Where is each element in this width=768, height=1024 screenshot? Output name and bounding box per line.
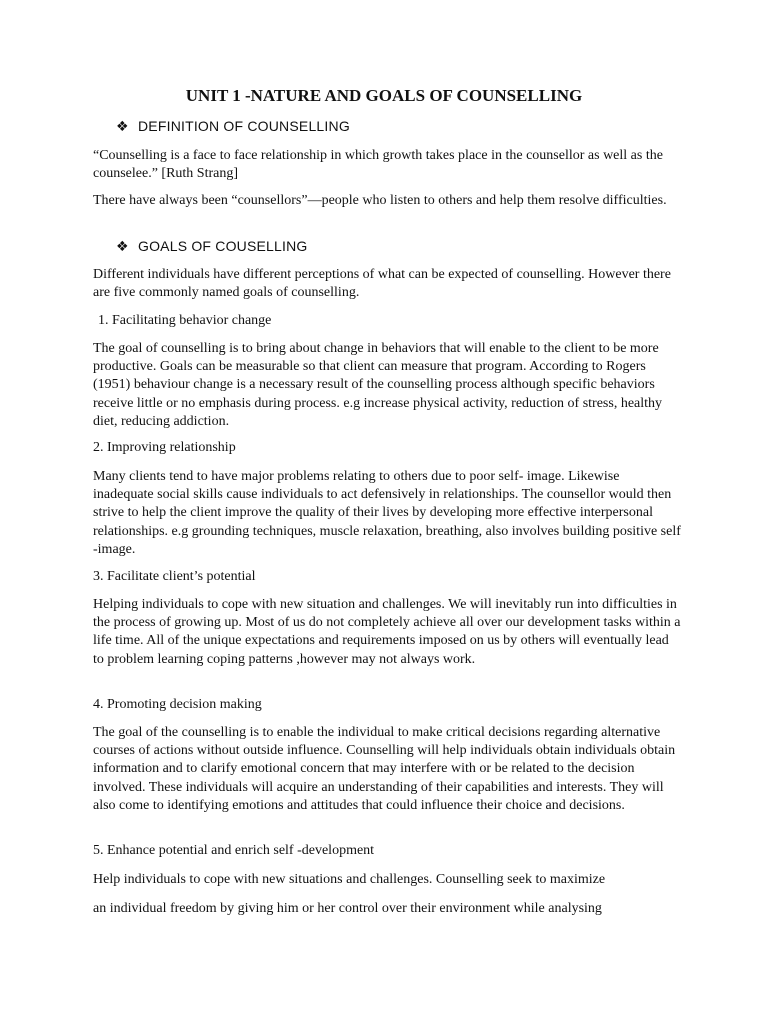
goals-heading-text: GOALS OF COUSELLING (138, 238, 308, 254)
diamond-bullet-icon: ❖ (116, 119, 129, 135)
definition-heading (116, 118, 350, 135)
goals-intro: Different individuals have different perceptions of what can be expected of counselling. However there are five commonly named goals of counselling. (93, 267, 671, 301)
goal-3-body: Helping individuals to cope with new situation and challenges. We will inevitably run into difficulties in the process of growing up. Most of us do not completely achieve all over our development tasks within a life time. All of the unique expectations and requirements imposed on us by others will eventually lead to problem learning coping patterns ,however may not always work. (93, 597, 681, 667)
goal-1-body: The goal of counselling is to bring about change in behaviors that will enable to the client to be more productive. Goals can be measurable so that client can measure that program. According to Rogers (1951) behaviour change is a necessary result of the counselling process although specific behaviors receive little or no emphasis during process. e.g increase physical activity, reduction of stress, healthy diet, reducing addiction. (93, 341, 663, 429)
goal-5-title: 5. Enhance potential and enrich self -development (93, 843, 375, 858)
goal-5-body-line-1: Help individuals to cope with new situations and challenges. Counselling seek to maximize (93, 872, 606, 887)
goals-heading (116, 238, 308, 255)
goal-3-title: 3. Facilitate client’s potential (93, 569, 256, 584)
goal-4-body: The goal of the counselling is to enable the individual to make critical decisions regarding alternative courses of actions without outside influence. Counselling will help individuals obtain individuals obtain information and to clarify emotional concern that may interfere with or be related to the decision involved. These individuals will acquire an understanding of their capabilities and interests. They will also come to identifying emotions and attitudes that could influence their choice and decisions. (93, 725, 676, 813)
goal-4-title: 4. Promoting decision making (93, 697, 262, 712)
goal-5-body-line-2: an individual freedom by giving him or her control over their environment while analysing (93, 901, 602, 916)
page-title: UNIT 1 -NATURE AND GOALS OF COUNSELLING (185, 86, 583, 105)
goal-2-title: 2. Improving relationship (93, 440, 236, 455)
definition-quote: “Counselling is a face to face relationship in which growth takes place in the counsellor as well as the counselee.” [Ruth Strang] (93, 148, 663, 182)
goal-1-title: 1. Facilitating behavior change (98, 313, 272, 328)
definition-note: There have always been “counsellors”—people who listen to others and help them resolve difficulties. (93, 193, 667, 208)
diamond-bullet-icon: ❖ (116, 239, 129, 255)
definition-heading-text: DEFINITION OF COUNSELLING (138, 118, 350, 134)
goal-2-body: Many clients tend to have major problems relating to others due to poor self- image. Likewise inadequate social skills cause individuals to act defensively in relationships. The counsellor would then strive to help the client improve the quality of their lives by developing more effective interpersonal relationships. e.g grounding techniques, muscle relaxation, breathing, also involves building positive self -image. (93, 469, 681, 557)
